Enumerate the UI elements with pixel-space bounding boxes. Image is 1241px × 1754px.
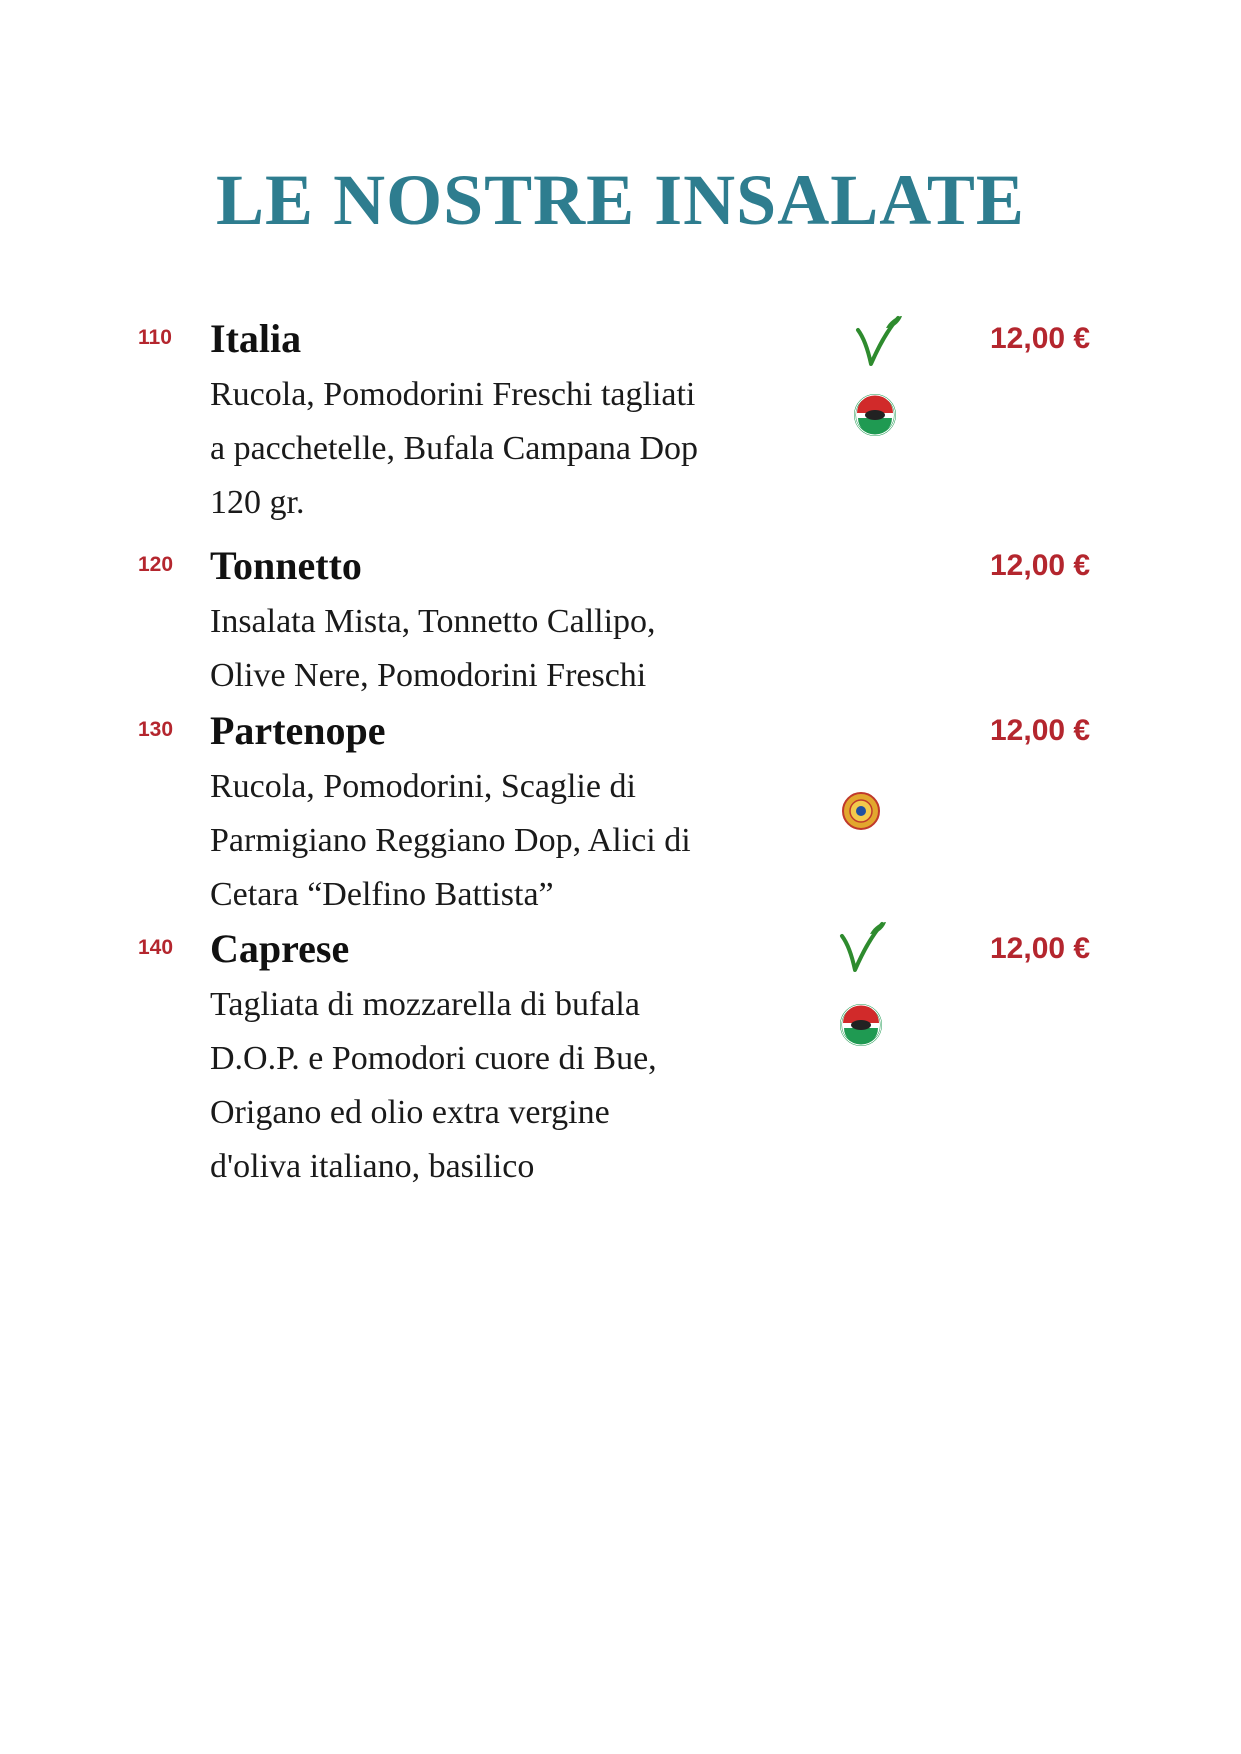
item-description-line: d'oliva italiano, basilico xyxy=(210,1148,535,1185)
item-description-line: D.O.P. e Pomodori cuore di Bue, xyxy=(210,1040,657,1077)
vegetarian-icon xyxy=(854,314,904,370)
item-name: Caprese xyxy=(210,926,350,971)
item-number: 120 xyxy=(138,553,174,576)
dop-seal-icon xyxy=(842,792,880,830)
item-description-line: Parmigiano Reggiano Dop, Alici di xyxy=(210,822,691,859)
item-description xyxy=(210,978,657,1194)
menu-item xyxy=(0,543,1241,693)
menu-item xyxy=(0,708,1241,913)
menu-item xyxy=(0,926,1241,1186)
menu-item xyxy=(0,316,1241,521)
vegetarian-icon xyxy=(838,920,888,976)
mozzarella-di-bufala-campana-dop-icon xyxy=(840,1004,882,1046)
item-price: 12,00 € xyxy=(990,932,1091,965)
item-description-line: a pacchetelle, Bufala Campana Dop xyxy=(210,430,699,467)
mozzarella-di-bufala-campana-dop-icon xyxy=(854,394,896,436)
item-description-line: Olive Nere, Pomodorini Freschi xyxy=(210,657,647,694)
item-name: Tonnetto xyxy=(210,543,362,588)
item-number: 140 xyxy=(138,936,174,959)
item-name: Partenope xyxy=(210,708,386,753)
item-description-line: Rucola, Pomodorini, Scaglie di xyxy=(210,768,636,805)
item-number: 110 xyxy=(138,326,172,349)
item-description-line: Cetara “Delfino Battista” xyxy=(210,876,554,913)
item-name: Italia xyxy=(210,316,302,361)
item-price: 12,00 € xyxy=(990,322,1091,355)
item-description-line: Origano ed olio extra vergine xyxy=(210,1094,610,1131)
page-title: LE NOSTRE INSALATE xyxy=(216,160,1025,240)
item-description-line: Rucola, Pomodorini Freschi tagliati xyxy=(210,376,696,413)
item-description xyxy=(210,595,656,703)
item-description xyxy=(210,368,698,530)
item-description xyxy=(210,760,691,922)
item-price: 12,00 € xyxy=(990,549,1091,582)
item-number: 130 xyxy=(138,718,174,741)
item-description-line: Insalata Mista, Tonnetto Callipo, xyxy=(210,603,656,640)
item-description-line: 120 gr. xyxy=(210,484,305,521)
item-price: 12,00 € xyxy=(990,714,1091,747)
item-description-line: Tagliata di mozzarella di bufala xyxy=(210,986,640,1023)
